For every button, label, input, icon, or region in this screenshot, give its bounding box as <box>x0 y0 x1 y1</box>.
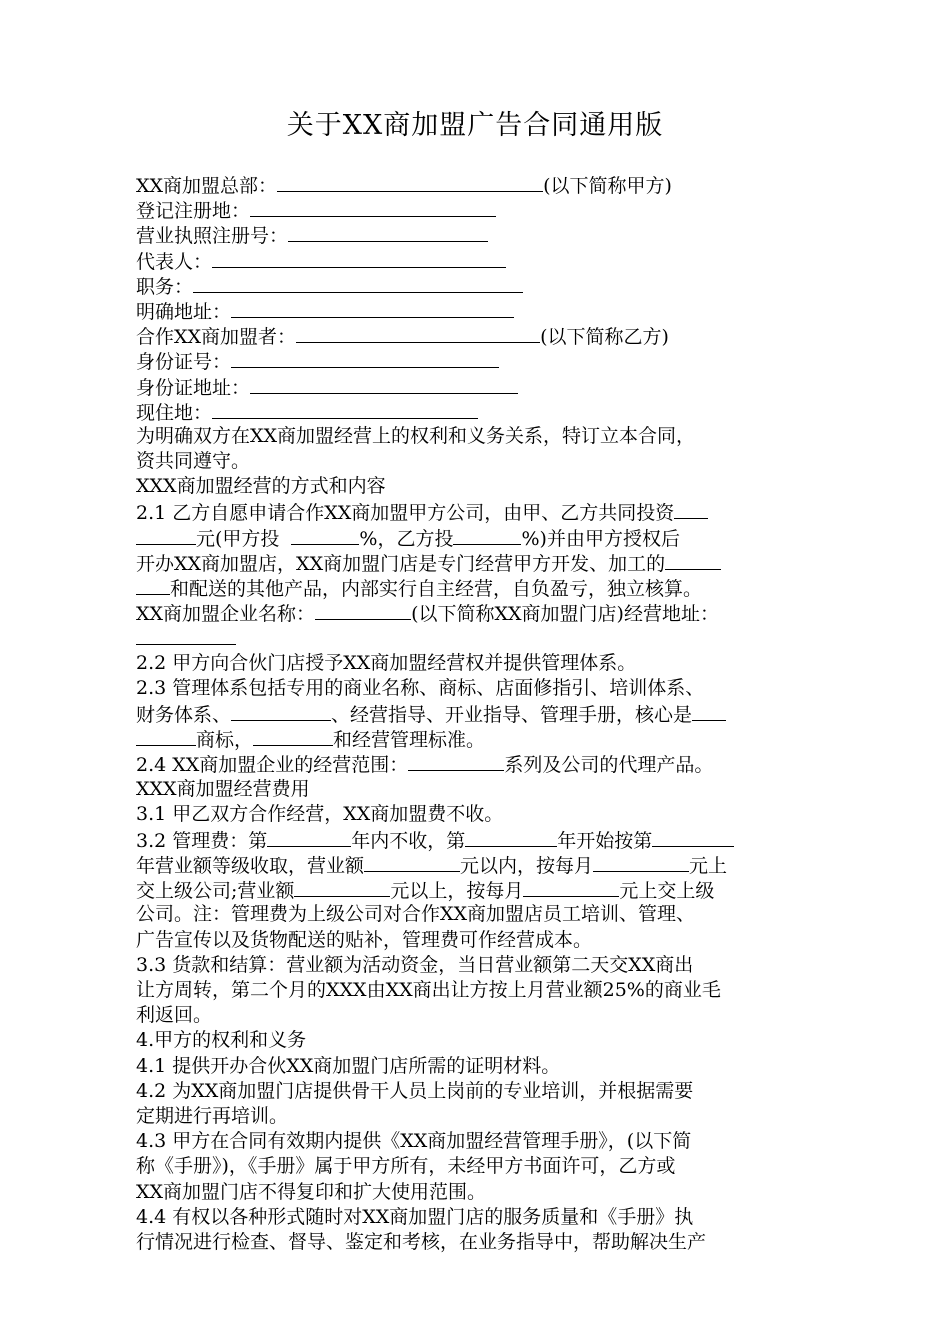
paragraph-line: 为明确双方在XX商加盟经营上的权利和义务关系，特订立本合同， <box>136 424 696 447</box>
fill-blank <box>315 600 411 620</box>
paragraph-line <box>136 877 816 902</box>
fill-blank <box>253 726 333 746</box>
field-residence <box>136 399 816 424</box>
fill-blank <box>193 273 523 293</box>
fill-blank <box>267 827 351 847</box>
clause-text: 2.4 XX商加盟企业的经营范围： <box>136 754 409 777</box>
fill-blank <box>465 827 557 847</box>
fill-blank <box>364 852 460 872</box>
paragraph-line <box>136 701 816 726</box>
clause-text: 和配送的其他产品，内部实行自主经营，自负盈亏，独立核算。 <box>170 578 703 600</box>
clause-text: (以下简称XX商加盟门店)经营地址： <box>411 603 719 626</box>
fill-blank <box>136 575 170 595</box>
clause-text: 3.2 管理费：第 <box>136 829 268 852</box>
field-partner <box>136 323 816 348</box>
field-license-number <box>136 222 816 247</box>
fill-blank <box>652 827 734 847</box>
clause-text: 元上交上级 <box>619 880 715 903</box>
clause-3-1: 3.1 甲乙双方合作经营，XX商加盟费不收。 <box>136 802 504 825</box>
fill-blank <box>593 852 689 872</box>
clause-4-4: 4.4 有权以各种形式随时对XX商加盟门店的服务质量和《手册》执 <box>136 1205 694 1228</box>
field-label: 身份证地址： <box>136 376 251 399</box>
clause-text: 2.1 乙方自愿申请合作XX商加盟甲方公司，由甲、乙方共同投资 <box>136 502 675 525</box>
section-heading: XXX商加盟经营的方式和内容 <box>136 475 386 498</box>
field-label: XX商加盟总部： <box>136 175 278 197</box>
clause-text: 、经营指导、开业指导、管理手册，核心是 <box>331 703 693 726</box>
clause-text: 年营业额等级收取，营业额 <box>136 855 365 878</box>
paragraph-line: 称《手册》)，《手册》属于甲方所有，未经甲方书面许可，乙方或 <box>136 1155 676 1178</box>
clause-4-2: 4.2 为XX商加盟门店提供骨干人员上岗前的专业培训，并根据需要 <box>136 1079 694 1102</box>
paragraph-line <box>136 600 816 625</box>
clause-text: 年开始按第 <box>557 829 653 852</box>
fill-blank <box>212 248 506 268</box>
clause-text: 元以上，按每月 <box>390 880 524 903</box>
fill-blank <box>294 877 390 897</box>
clause-text: 财务体系、 <box>136 703 232 726</box>
fill-blank <box>231 298 514 318</box>
clause-text: %)并由甲方授权后 <box>521 527 680 550</box>
clause-4-3: 4.3 甲方在合同有效期内提供《XX商加盟经营管理手册》，(以下简 <box>136 1130 692 1153</box>
field-label: 合作XX商加盟者： <box>136 326 297 349</box>
paragraph-line <box>136 575 816 600</box>
field-suffix: (以下简称甲方) <box>543 175 672 197</box>
field-id-number <box>136 348 816 373</box>
field-label: 登记注册地： <box>136 200 251 223</box>
field-position <box>136 273 816 298</box>
field-label: 营业执照注册号： <box>136 225 289 248</box>
paragraph-line: 让方周转，第二个月的XXX由XX商出让方按上月营业额25%的商业毛 <box>136 979 721 1001</box>
paragraph-line: 行情况进行检查、督导、鉴定和考核，在业务指导中，帮助解决生产 <box>136 1230 707 1253</box>
paragraph-line: 利返回。 <box>136 1004 213 1027</box>
fill-blank <box>136 625 236 645</box>
clause-2-1 <box>136 499 816 524</box>
section-heading: 4.甲方的权利和义务 <box>136 1029 307 1052</box>
field-label: 身份证号： <box>136 351 232 374</box>
clause-3-2 <box>136 827 816 852</box>
section-heading: XXX商加盟经营费用 <box>136 777 310 800</box>
paragraph-line <box>136 525 816 550</box>
fill-blank <box>250 197 496 217</box>
paragraph-line <box>136 625 816 650</box>
field-label: 现住地： <box>136 401 213 424</box>
clause-text: 年内不收，第 <box>351 829 466 852</box>
document-body <box>136 172 816 1255</box>
field-representative <box>136 248 816 273</box>
field-registered-place <box>136 197 816 222</box>
fill-blank <box>692 701 726 721</box>
field-label: 职务： <box>136 275 194 298</box>
clause-text: 开办XX商加盟店，XX商加盟门店是专门经营甲方开发、加工的 <box>136 552 666 575</box>
paragraph-line: 公司。注：管理费为上级公司对合作XX商加盟店员工培训、管理、 <box>136 903 696 926</box>
field-id-address <box>136 374 816 399</box>
fill-blank <box>408 751 504 771</box>
paragraph-line <box>136 726 816 751</box>
fill-blank <box>231 701 331 721</box>
paragraph-line: 定期进行再培训。 <box>136 1104 289 1127</box>
field-label: 代表人： <box>136 250 213 273</box>
field-address <box>136 298 816 323</box>
field-label: 明确地址： <box>136 300 232 323</box>
clause-text: 元(甲方投 <box>196 527 280 550</box>
clause-text: 和经营管理标准。 <box>333 729 486 752</box>
clause-text: 商标， <box>196 729 254 752</box>
clause-text: 元上 <box>689 855 728 878</box>
fill-blank <box>277 172 543 192</box>
fill-blank <box>136 525 196 545</box>
fill-blank <box>231 348 499 368</box>
clause-2-2: 2.2 甲方向合伙门店授予XX商加盟经营权并提供管理体系。 <box>136 651 637 674</box>
fill-blank <box>136 726 196 746</box>
paragraph-line: XX商加盟门店不得复印和扩大使用范围。 <box>136 1180 487 1203</box>
fill-blank <box>288 222 488 242</box>
clause-text: 元以内，按每月 <box>460 855 594 878</box>
clause-text: XX商加盟企业名称： <box>136 603 316 626</box>
fill-blank <box>250 374 518 394</box>
clause-4-1: 4.1 提供开办合伙XX商加盟门店所需的证明材料。 <box>136 1054 561 1077</box>
field-hq <box>136 172 816 197</box>
paragraph-line <box>136 852 816 877</box>
fill-blank <box>674 499 708 519</box>
fill-blank <box>212 399 478 419</box>
fill-blank <box>296 323 540 343</box>
fill-blank <box>523 877 619 897</box>
clause-text: 交上级公司;营业额 <box>136 880 295 903</box>
clause-3-3: 3.3 货款和结算：营业额为活动资金，当日营业额第二天交XX商出 <box>136 953 694 976</box>
paragraph-line: 广告宣传以及货物配送的贴补，管理费可作经营成本。 <box>136 928 593 951</box>
clause-text: %，乙方投 <box>359 527 454 550</box>
clause-2-4 <box>136 751 816 776</box>
field-suffix: (以下简称乙方) <box>540 326 669 349</box>
fill-blank <box>453 525 521 545</box>
clause-2-3: 2.3 管理体系包括专用的商业名称、商标、店面修指引、培训体系、 <box>136 676 705 699</box>
document-title: 关于XX商加盟广告合同通用版 <box>286 110 664 141</box>
clause-text: 系列及公司的代理产品。 <box>504 754 714 777</box>
fill-blank <box>665 550 721 570</box>
paragraph-line <box>136 550 816 575</box>
fill-blank <box>291 525 359 545</box>
paragraph-line: 资共同遵守。 <box>136 450 251 473</box>
